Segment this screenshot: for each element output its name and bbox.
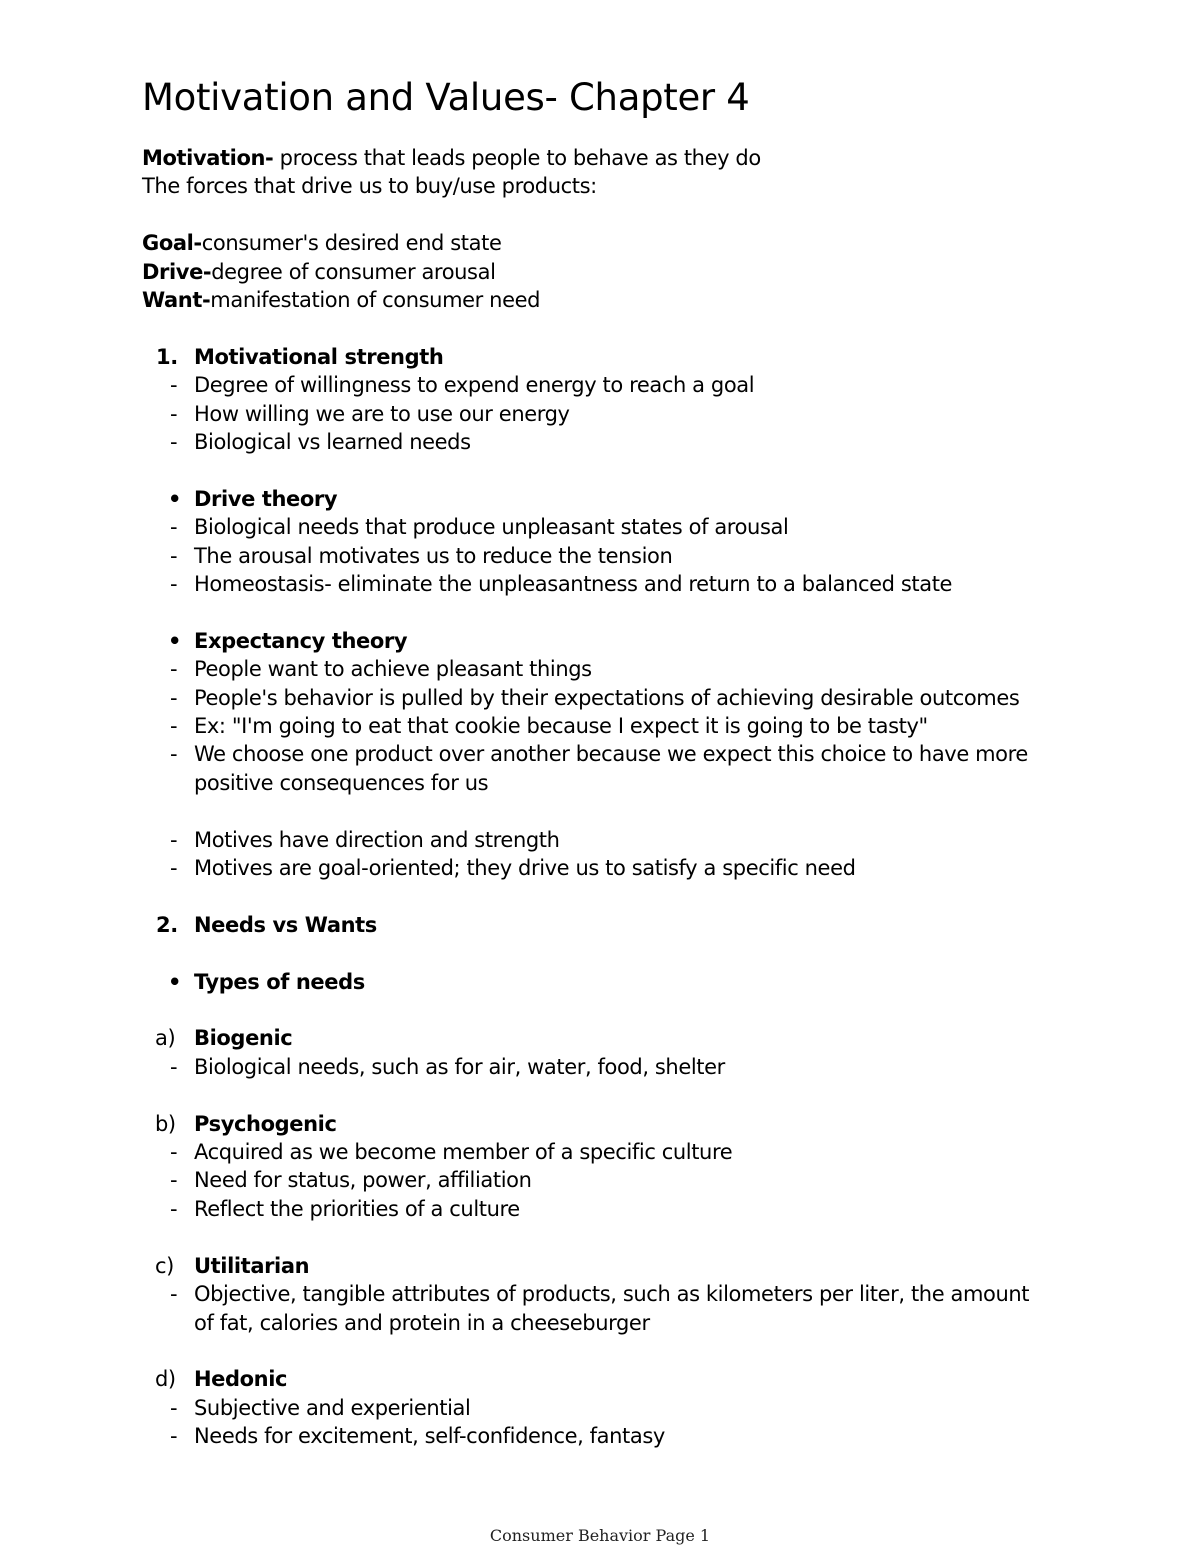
dash-marker: - [170,572,178,597]
subsection-heading-utilitarian [142,1252,1142,1280]
list-item-text: Need for status, power, affiliation [194,1168,532,1193]
list-item [142,1138,1142,1166]
list-item [142,513,1142,541]
subsection-heading: Biogenic [194,1026,293,1051]
list-item [142,1422,1142,1450]
subsection-heading-psychogenic [142,1110,1142,1138]
section-heading-motivational-strength [142,343,1142,371]
list-item-text: The arousal motivates us to reduce the tension [194,543,673,568]
page-footer: Consumer Behavior Page 1 [489,1526,711,1545]
list-item-text: We choose one product over another because we expect this choice to have more [194,742,1028,767]
list-item [142,1053,1142,1081]
section-heading-needs-vs-wants [142,911,1142,939]
dash-marker: - [170,1168,178,1193]
dash-marker: - [170,1054,178,1079]
list-item [142,570,1142,598]
list-item [142,684,1142,712]
subsection-heading-biogenic [142,1024,1142,1052]
list-item-text: Needs for excitement, self-confidence, fantasy [194,1424,665,1449]
section-heading-drive-theory [142,485,1142,513]
list-item-text: Biological needs that produce unpleasant states of arousal [194,515,789,540]
list-item [142,1394,1142,1422]
definition-text: manifestation of consumer need [210,288,541,313]
letter-marker: c) [155,1253,174,1278]
section-heading: Expectancy theory [194,628,408,653]
motivation-term: Motivation- [142,146,274,170]
forces-line: The forces that drive us to buy/use products: [142,174,597,199]
list-item-text: Biological needs, such as for air, water, food, shelter [194,1054,725,1079]
definition-term: Want- [142,288,211,313]
dash-marker: - [170,1196,178,1221]
list-number: 2. [156,912,178,937]
dash-marker: - [170,543,178,568]
list-item [142,371,1142,399]
list-item [142,400,1142,428]
bullet-marker: • [168,969,182,994]
list-item [142,854,1142,882]
section-heading: Needs vs Wants [194,912,377,937]
letter-marker: d) [155,1367,176,1392]
dash-marker: - [170,430,178,455]
dash-marker: - [170,856,178,881]
list-item [142,542,1142,570]
list-item-text: Degree of willingness to expend energy to reach a goal [194,373,755,398]
list-item [142,826,1142,854]
bullet-marker: • [168,628,182,653]
list-item-text: People's behavior is pulled by their expectations of achieving desirable outcomes [194,685,1020,710]
list-item-text: positive consequences for us [194,770,489,795]
dash-marker: - [170,373,178,398]
list-item [142,655,1142,683]
list-item-text: of fat, calories and protein in a cheeseburger [194,1310,650,1335]
list-item [142,740,1142,768]
section-heading: Motivational strength [194,344,444,369]
definition-text: consumer's desired end state [201,231,502,256]
subsection-heading: Psychogenic [194,1111,337,1136]
definition-term: Drive- [142,259,212,284]
dash-marker: - [170,657,178,682]
dash-marker: - [170,1424,178,1449]
dash-marker: - [170,685,178,710]
list-item [142,712,1142,740]
list-item-text: Motives are goal-oriented; they drive us to satisfy a specific need [194,856,856,881]
definition-term: Goal- [142,231,202,256]
list-item [142,1280,1142,1308]
dash-marker: - [170,827,178,852]
list-item-text: Homeostasis- eliminate the unpleasantness and return to a balanced state [194,572,953,597]
subsection-heading-hedonic [142,1365,1142,1393]
section-heading-types-of-needs [142,968,1142,996]
dash-marker: - [170,1140,178,1165]
definition-text: degree of consumer arousal [211,259,496,284]
motivation-definition [142,144,1142,172]
motivation-def: process that leads people to behave as they do [273,146,761,170]
section-heading-expectancy-theory [142,627,1142,655]
dash-marker: - [170,1282,178,1307]
definition-drive [142,258,1142,286]
document-page [142,72,1142,1451]
list-item-text: Acquired as we become member of a specific culture [194,1140,733,1165]
list-item-continuation [142,769,1142,797]
dash-marker: - [170,714,178,739]
dash-marker: - [170,1395,178,1420]
subsection-heading: Hedonic [194,1367,288,1392]
subsection-heading: Utilitarian [194,1253,310,1278]
list-item-text: Objective, tangible attributes of products, such as kilometers per liter, the amount [194,1282,1030,1307]
letter-marker: a) [155,1026,176,1051]
list-item [142,1166,1142,1194]
dash-marker: - [170,401,178,426]
list-item-text: How willing we are to use our energy [194,401,570,426]
list-item-continuation [142,1309,1142,1337]
list-item [142,428,1142,456]
definition-want [142,286,1142,314]
dash-marker: - [170,742,178,767]
dash-marker: - [170,515,178,540]
section-heading: Drive theory [194,486,338,511]
section-heading: Types of needs [194,969,365,994]
list-item-text: People want to achieve pleasant things [194,657,592,682]
list-item-text: Subjective and experiential [194,1395,471,1420]
list-item-text: Ex: "I'm going to eat that cookie because I expect it is going to be tasty" [194,714,928,739]
page-title: Motivation and Values- Chapter 4 [142,76,750,119]
letter-marker: b) [155,1111,176,1136]
list-item-text: Motives have direction and strength [194,827,560,852]
list-number: 1. [156,344,178,369]
list-item-text: Biological vs learned needs [194,430,471,455]
definition-goal [142,229,1142,257]
list-item-text: Reflect the priorities of a culture [194,1196,520,1221]
bullet-marker: • [168,486,182,511]
list-item [142,1195,1142,1223]
